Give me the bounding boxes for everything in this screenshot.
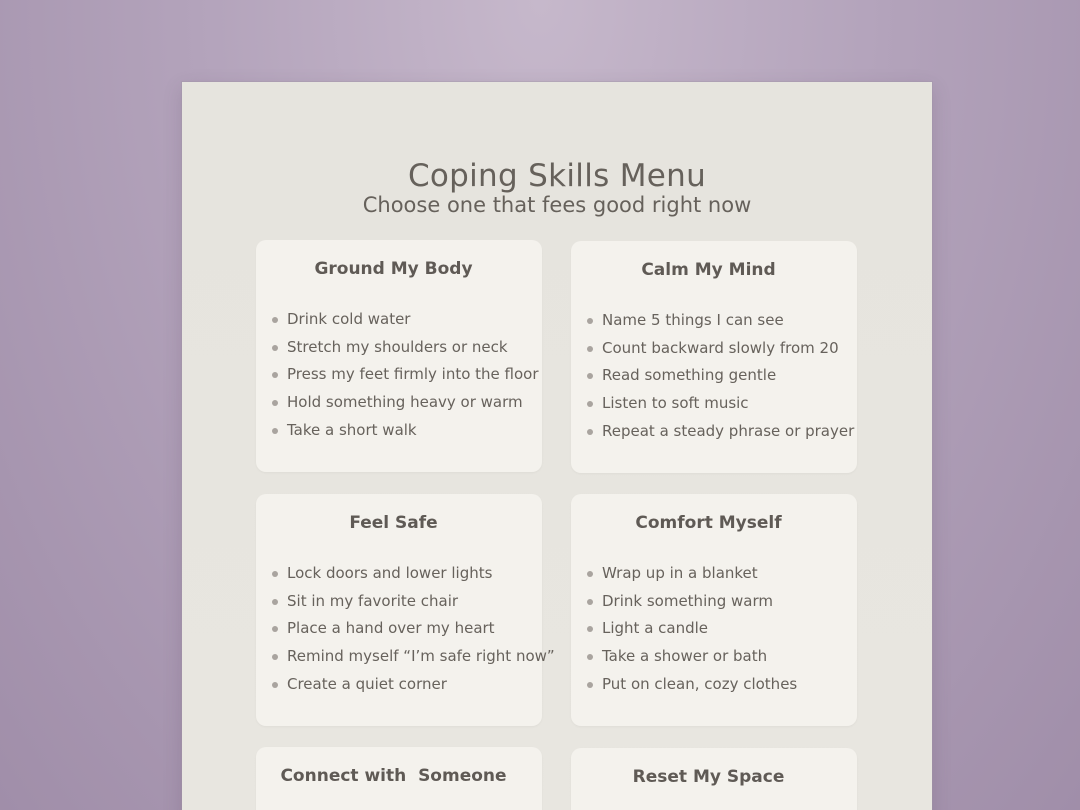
card-feel-safe [256, 494, 555, 726]
list-item [587, 418, 854, 446]
list-item [587, 560, 797, 588]
bullet-icon [587, 626, 593, 632]
bullet-icon [587, 429, 593, 435]
list-item [272, 306, 539, 334]
list-item [272, 334, 539, 362]
skill-list [587, 307, 854, 445]
card-title: Connect with Someone [280, 766, 507, 786]
bullet-icon [587, 346, 593, 352]
card-calm-my-mind [571, 241, 857, 473]
list-item-text: Read something gentle [602, 366, 777, 385]
bullet-icon [272, 428, 278, 434]
list-item-text: Place a hand over my heart [287, 619, 495, 638]
list-item [272, 615, 555, 643]
list-item-text: Press my feet firmly into the floor [287, 365, 539, 384]
card-reset-my-space [571, 748, 857, 810]
skill-list [272, 306, 539, 444]
list-item-text: Put on clean, cozy clothes [602, 674, 798, 693]
card-title: Calm My Mind [641, 260, 776, 280]
list-item-text: Create a quiet corner [287, 674, 447, 693]
list-item [272, 417, 539, 445]
bullet-icon [587, 682, 593, 688]
list-item [587, 335, 854, 363]
list-item-text: Listen to soft music [602, 394, 749, 413]
list-item-text: Drink cold water [287, 310, 411, 328]
bullet-icon [272, 317, 278, 323]
list-item-text: Wrap up in a blanket [602, 564, 758, 582]
bullet-icon [272, 372, 278, 378]
card-connect-with-someone [256, 747, 542, 810]
list-item [587, 362, 854, 390]
card-title: Feel Safe [349, 513, 438, 533]
bullet-icon [587, 571, 593, 577]
list-item-text: Repeat a steady phrase or prayer [602, 421, 855, 440]
list-item [587, 307, 854, 335]
bullet-icon [272, 654, 278, 660]
list-item-text: Drink something warm [602, 591, 774, 610]
list-item [587, 643, 797, 671]
list-item [272, 671, 555, 699]
worksheet-page [182, 82, 932, 810]
page-title: Coping Skills Menu [407, 158, 707, 194]
list-item [272, 588, 555, 616]
bullet-icon [587, 373, 593, 379]
list-item-text: Take a shower or bath [602, 647, 768, 666]
bullet-icon [272, 626, 278, 632]
list-item [587, 671, 797, 699]
list-item-text: Hold something heavy or warm [287, 393, 523, 412]
skill-list [272, 560, 555, 698]
list-item [272, 643, 555, 671]
list-item-text: Stretch my shoulders or neck [287, 337, 508, 356]
list-item-text: Light a candle [602, 619, 709, 638]
list-item [587, 615, 797, 643]
card-title: Ground My Body [314, 259, 473, 279]
bullet-icon [272, 599, 278, 605]
bullet-icon [272, 571, 278, 577]
list-item-text: Name 5 things I can see [602, 311, 784, 329]
card-title: Reset My Space [632, 767, 785, 787]
list-item-text: Take a short walk [287, 420, 417, 439]
bullet-icon [272, 682, 278, 688]
list-item [272, 361, 539, 389]
list-item [272, 560, 555, 588]
bullet-icon [587, 599, 593, 605]
card-title: Comfort Myself [635, 513, 782, 533]
card-ground-my-body [256, 240, 542, 472]
bullet-icon [272, 345, 278, 351]
bullet-icon [587, 654, 593, 660]
list-item-text: Count backward slowly from 20 [602, 338, 839, 357]
list-item [587, 390, 854, 418]
list-item-text: Sit in my favorite chair [287, 591, 459, 610]
bullet-icon [587, 401, 593, 407]
card-comfort-myself [571, 494, 857, 726]
bullet-icon [587, 318, 593, 324]
list-item [587, 588, 797, 616]
list-item [272, 389, 539, 417]
page-subtitle: Choose one that fees good right now [362, 193, 752, 217]
list-item-text: Remind myself “I’m safe right now” [287, 647, 555, 666]
list-item-text: Lock doors and lower lights [287, 564, 493, 582]
bullet-icon [272, 400, 278, 406]
skill-list [587, 560, 797, 698]
